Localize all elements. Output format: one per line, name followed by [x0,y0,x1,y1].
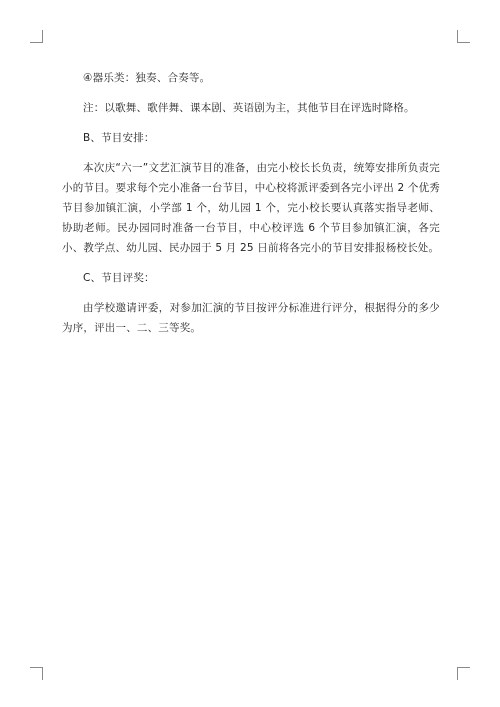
section-heading-program-awards: C、节目评奖： [83,272,155,284]
crop-mark-top-left [30,30,43,43]
paragraph-program-arrangement: 本次庆“六一”文艺汇演节目的准备，由完小校长长负责，统筹安排所负责完小的节目。要求每个完小准备一台节目，中心校将派评委到各完小评出 2 个优秀节目参加镇汇演，小学部 1 个，幼儿园 1 个，完小校长要认真落实指导老师、协助老师。民办园同时准备一台节目，中心校评选 6 个节目参加镇汇演，各完小、教学点、幼儿园、民办园于 5 月 25 日前将各完小的节目安排报杨校长处。 [62,162,440,254]
crop-mark-bottom-left [30,667,43,680]
paragraph-note: 注：以歌舞、歌伴舞、课本剧、英语剧为主，其他节目在评选时降格。 [83,102,415,114]
section-heading-program-arrangement: B、节目安排： [83,132,155,144]
document-body [62,68,440,348]
crop-mark-top-right [457,30,470,43]
crop-mark-bottom-right [457,667,470,680]
paragraph-program-awards: 由学校邀请评委，对参加汇演的节目按评分标准进行评分，根据得分的多少为序，评出一、二、三等奖。 [62,302,440,334]
paragraph-instrumental-category: ④器乐类：独奏、合奏等。 [83,72,211,84]
